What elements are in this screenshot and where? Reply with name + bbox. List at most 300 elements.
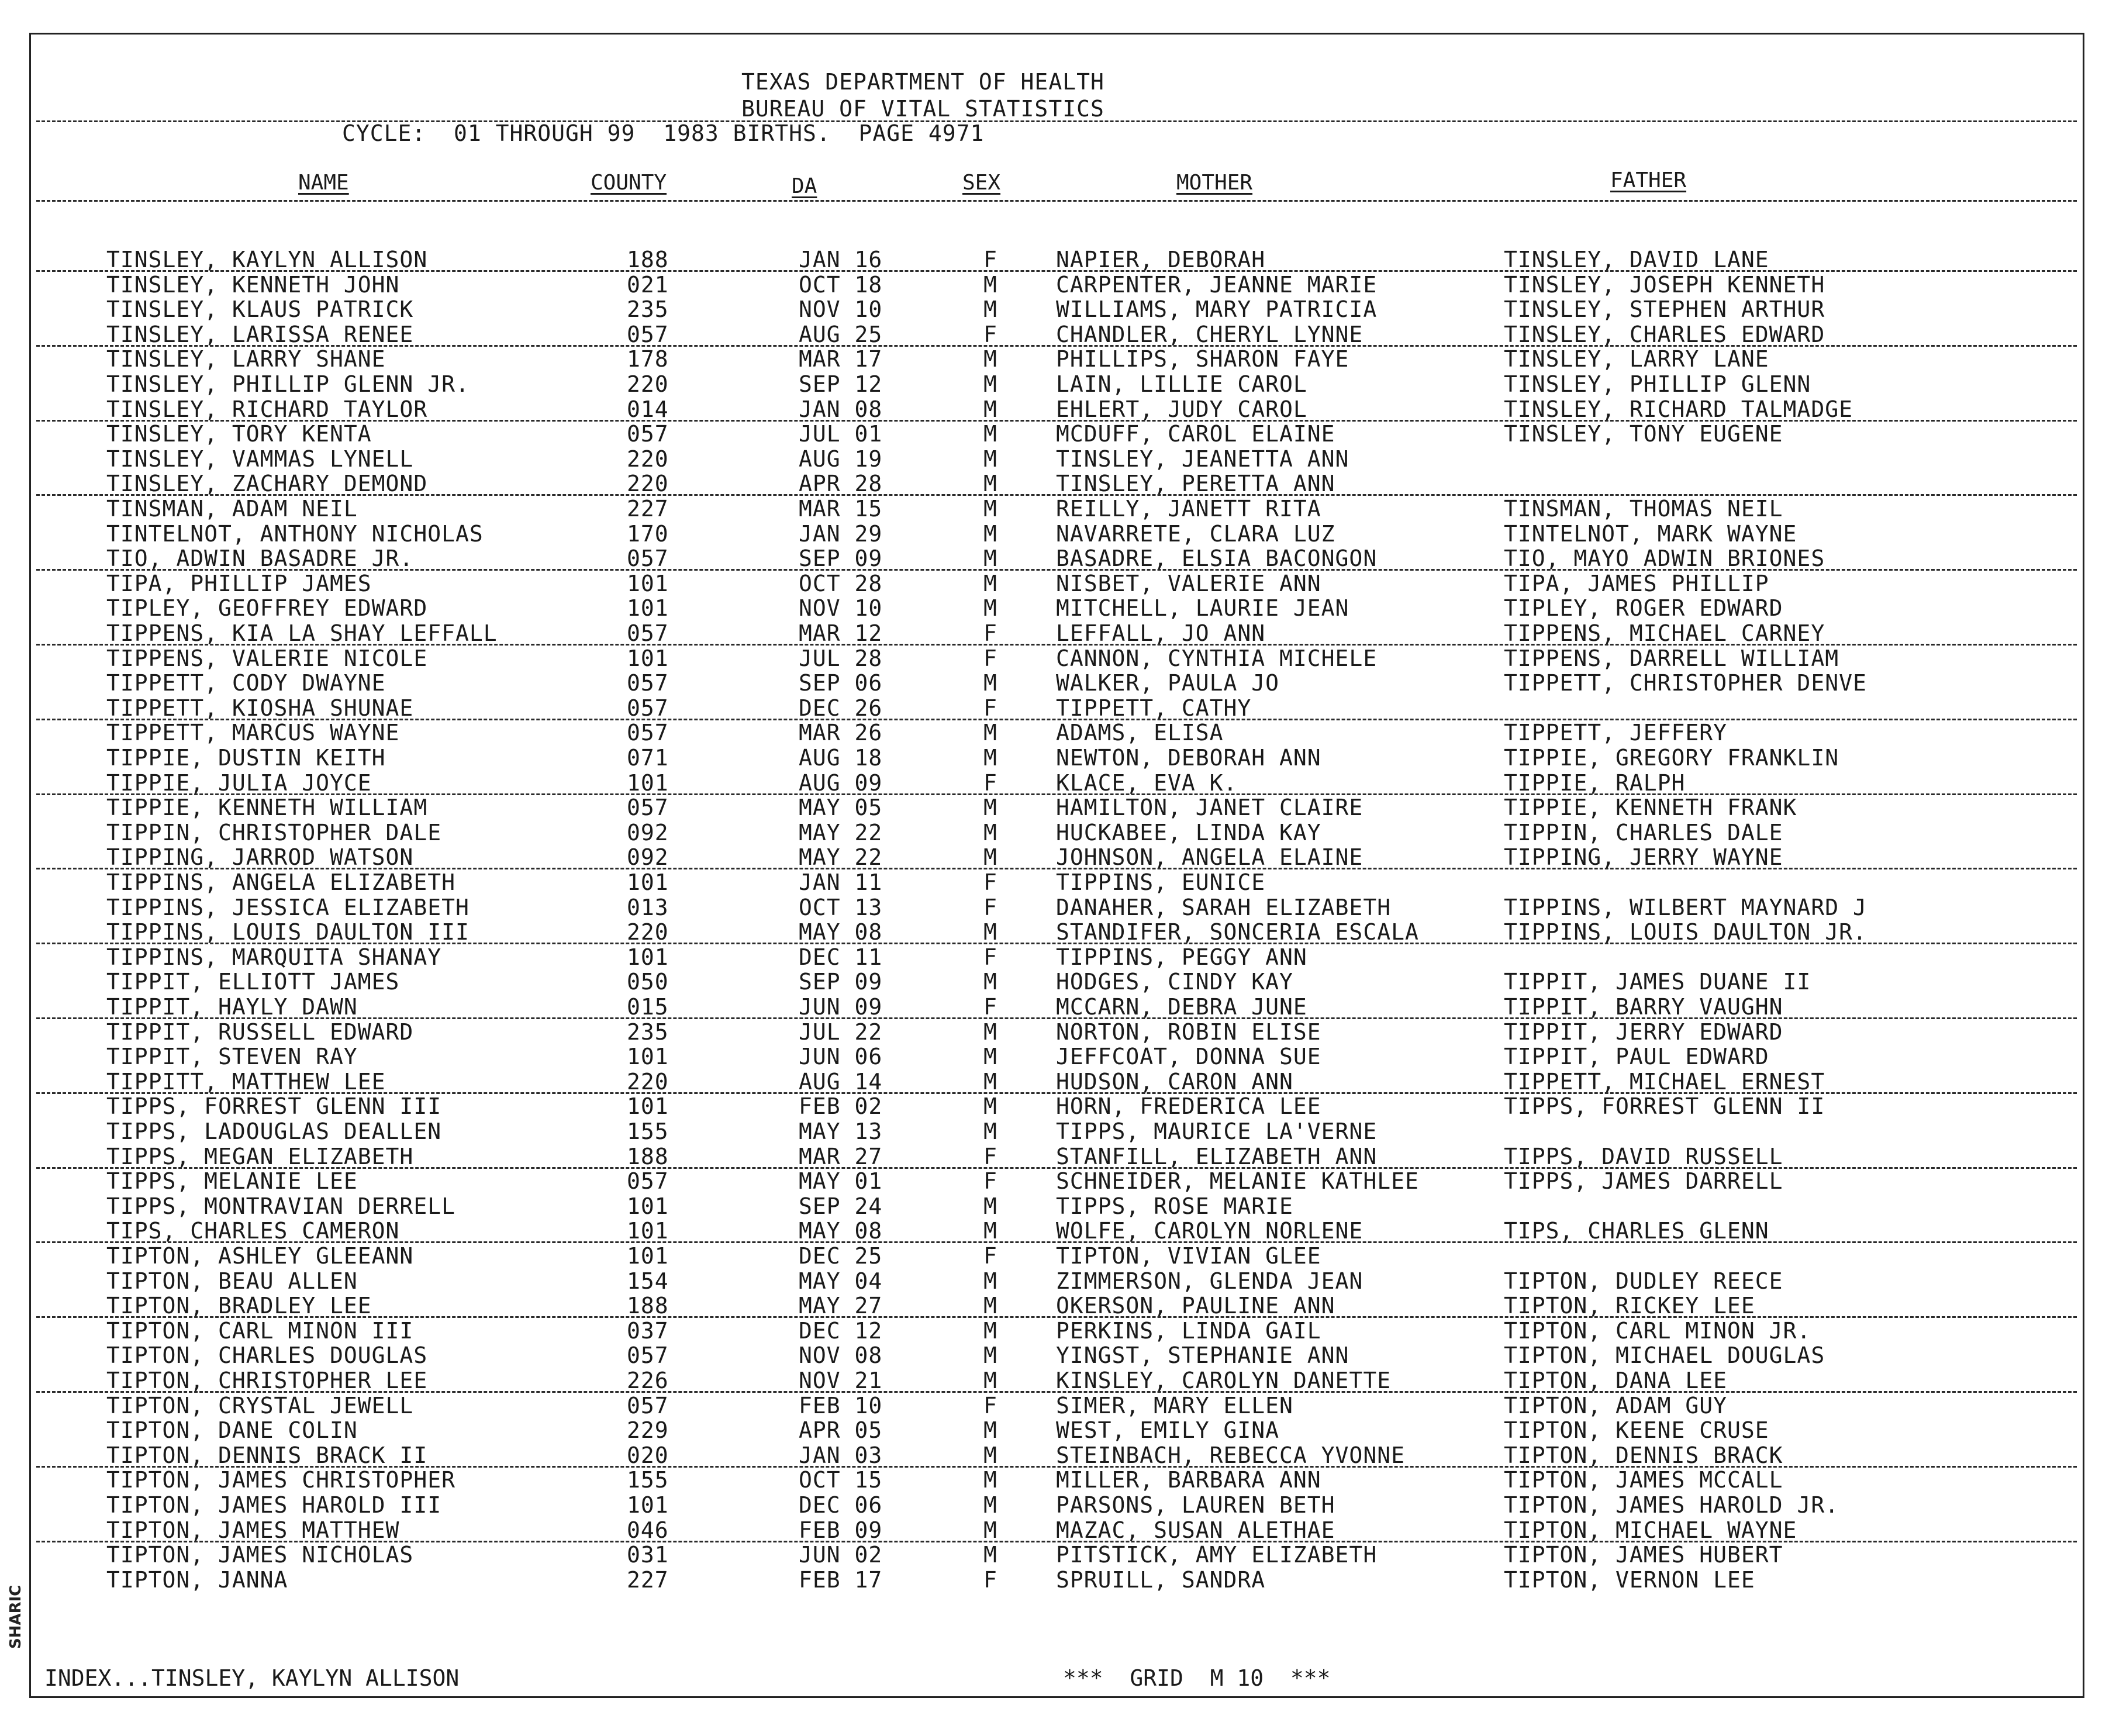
record-row [0, 944, 2116, 969]
record-county: 057 [627, 670, 669, 696]
record-name: TINSLEY, VAMMAS LYNELL [106, 446, 414, 472]
record-name: TINSLEY, KENNETH JOHN [106, 271, 400, 298]
record-sex: F [983, 869, 997, 895]
record-father: TIPPIT, JERRY EDWARD [1504, 1019, 1783, 1045]
record-mother: HAMILTON, JANET CLAIRE [1056, 795, 1364, 821]
record-sex: F [983, 1392, 997, 1419]
record-row [0, 1243, 2116, 1268]
row-group-rule [36, 1167, 2077, 1169]
record-date: MAY 22 [799, 844, 883, 871]
record-row [0, 1567, 2116, 1592]
record-county: 057 [627, 720, 669, 746]
record-mother: KINSLEY, CAROLYN DANETTE [1056, 1368, 1392, 1393]
column-header-county: COUNTY [591, 171, 667, 195]
record-county: 101 [627, 1243, 669, 1269]
record-name: TINSLEY, PHILLIP GLENN JR. [106, 371, 470, 397]
record-sex: M [983, 720, 997, 746]
record-name: TINSLEY, RICHARD TAYLOR [106, 396, 428, 422]
side-label: SHARIC [7, 1585, 25, 1649]
record-county: 092 [627, 844, 669, 871]
record-county: 014 [627, 396, 669, 422]
record-mother: MILLER, BARBARA ANN [1056, 1467, 1321, 1493]
record-county: 220 [627, 471, 669, 497]
record-county: 101 [627, 570, 669, 596]
record-sex: M [983, 1119, 997, 1144]
record-row [0, 396, 2116, 421]
record-mother: OKERSON, PAULINE ANN [1056, 1293, 1335, 1319]
record-mother: NAVARRETE, CLARA LUZ [1056, 520, 1335, 547]
record-date: MAY 05 [799, 795, 883, 821]
record-county: 235 [627, 296, 669, 323]
record-mother: NORTON, ROBIN ELISE [1056, 1019, 1321, 1045]
record-father: TINSLEY, STEPHEN ARTHUR [1504, 296, 1825, 323]
record-row [0, 521, 2116, 546]
record-county: 057 [627, 421, 669, 447]
record-mother: EHLERT, JUDY CAROL [1056, 396, 1307, 422]
record-mother: NISBET, VALERIE ANN [1056, 570, 1321, 596]
record-mother: CARPENTER, JEANNE MARIE [1056, 271, 1378, 298]
record-father: TIPTON, KEENE CRUSE [1504, 1417, 1769, 1444]
row-group-rule [36, 494, 2077, 496]
record-sex: F [983, 695, 997, 721]
record-father: TIPTON, ADAM GUY [1504, 1392, 1728, 1419]
record-county: 155 [627, 1467, 669, 1493]
record-date: JAN 11 [799, 869, 883, 895]
record-row [0, 1144, 2116, 1168]
record-father: TINSLEY, PHILLIP GLENN [1504, 371, 1811, 397]
record-name: TIPTON, ASHLEY GLEEANN [106, 1243, 414, 1269]
record-father: TIPTON, RICKEY LEE [1504, 1293, 1755, 1319]
record-father: TIPPIE, RALPH [1504, 769, 1686, 796]
record-name: TIPPS, FORREST GLENN III [106, 1093, 442, 1120]
record-row [0, 322, 2116, 346]
record-mother: TIPPS, MAURICE LA'VERNE [1056, 1119, 1378, 1144]
record-county: 220 [627, 371, 669, 397]
row-group-rule [36, 1241, 2077, 1243]
record-mother: HORN, FREDERICA LEE [1056, 1093, 1321, 1120]
record-date: MAY 13 [799, 1119, 883, 1144]
record-sex: M [983, 1542, 997, 1568]
record-date: MAY 27 [799, 1293, 883, 1319]
record-county: 101 [627, 944, 669, 970]
record-sex: M [983, 595, 997, 622]
record-county: 037 [627, 1317, 669, 1344]
record-county: 101 [627, 869, 669, 895]
header-line-2: BUREAU OF VITAL STATISTICS [741, 96, 1104, 122]
record-father: TIPPIN, CHARLES DALE [1504, 819, 1783, 845]
record-date: JUL 22 [799, 1019, 883, 1045]
record-county: 057 [627, 1392, 669, 1419]
record-county: 057 [627, 321, 669, 347]
record-name: TIPPENS, VALERIE NICOLE [106, 645, 428, 671]
record-name: TIPPETT, KIOSHA SHUNAE [106, 695, 414, 721]
record-county: 046 [627, 1517, 669, 1543]
record-name: TIPTON, CHRISTOPHER LEE [106, 1368, 428, 1393]
record-father: TIPPENS, MICHAEL CARNEY [1504, 620, 1825, 646]
record-father: TIPTON, DANA LEE [1504, 1368, 1728, 1393]
record-date: MAY 08 [799, 919, 883, 945]
record-mother: REILLY, JANETT RITA [1056, 496, 1321, 522]
record-name: TIPPS, MELANIE LEE [106, 1168, 358, 1195]
record-county: 220 [627, 1068, 669, 1095]
record-name: TIPS, CHARLES CAMERON [106, 1218, 400, 1244]
record-county: 101 [627, 1093, 669, 1120]
record-name: TIPPIT, RUSSELL EDWARD [106, 1019, 414, 1045]
record-county: 013 [627, 894, 669, 920]
record-name: TIPPINS, ANGELA ELIZABETH [106, 869, 455, 895]
record-name: TIPPIN, CHRISTOPHER DALE [106, 819, 442, 845]
record-father: TIPTON, MICHAEL WAYNE [1504, 1517, 1797, 1543]
record-row [0, 1517, 2116, 1542]
record-date: JAN 03 [799, 1442, 883, 1468]
record-row [0, 1467, 2116, 1492]
record-sex: F [983, 1566, 997, 1593]
record-name: TIPPIE, JULIA JOYCE [106, 769, 372, 796]
record-row [0, 969, 2116, 993]
record-sex: M [983, 670, 997, 696]
record-mother: JOHNSON, ANGELA ELAINE [1056, 844, 1364, 871]
record-sex: M [983, 346, 997, 372]
record-county: 015 [627, 994, 669, 1020]
record-name: TIPPIT, HAYLY DAWN [106, 994, 358, 1020]
record-county: 020 [627, 1442, 669, 1468]
record-sex: M [983, 421, 997, 447]
record-county: 170 [627, 520, 669, 547]
record-name: TINSLEY, KLAUS PATRICK [106, 296, 414, 323]
row-group-rule [36, 1466, 2077, 1468]
record-mother: SCHNEIDER, MELANIE KATHLEE [1056, 1168, 1419, 1195]
record-name: TIPTON, JAMES NICHOLAS [106, 1542, 414, 1568]
record-mother: TINSLEY, PERETTA ANN [1056, 471, 1335, 497]
record-father: TIPPS, FORREST GLENN II [1504, 1093, 1825, 1120]
record-mother: MAZAC, SUSAN ALETHAE [1056, 1517, 1335, 1543]
record-date: DEC 25 [799, 1243, 883, 1269]
record-mother: WEST, EMILY GINA [1056, 1417, 1280, 1444]
record-date: DEC 06 [799, 1492, 883, 1518]
record-row [0, 745, 2116, 769]
column-header-rule [36, 200, 2077, 202]
record-name: TIPTON, JAMES CHRISTOPHER [106, 1467, 455, 1493]
record-date: FEB 10 [799, 1392, 883, 1419]
record-sex: M [983, 570, 997, 596]
record-date: NOV 10 [799, 595, 883, 622]
record-row [0, 1492, 2116, 1517]
record-county: 101 [627, 1193, 669, 1219]
record-sex: M [983, 546, 997, 572]
record-row [0, 471, 2116, 495]
record-name: TIPPS, MONTRAVIAN DERRELL [106, 1193, 455, 1219]
record-mother: NAPIER, DEBORAH [1056, 247, 1266, 272]
record-row [0, 919, 2116, 944]
record-date: MAY 04 [799, 1268, 883, 1294]
record-row [0, 670, 2116, 695]
record-name: TINSLEY, KAYLYN ALLISON [106, 247, 428, 272]
record-row [0, 1268, 2116, 1293]
record-father: TIPPENS, DARRELL WILLIAM [1504, 645, 1839, 671]
column-header-father: FATHER [1610, 168, 1687, 192]
record-mother: KLACE, EVA K. [1056, 769, 1238, 796]
record-name: TIPTON, DENNIS BRACK II [106, 1442, 428, 1468]
record-name: TINTELNOT, ANTHONY NICHOLAS [106, 520, 484, 547]
record-sex: F [983, 1168, 997, 1195]
row-group-rule [36, 1316, 2077, 1318]
record-date: DEC 11 [799, 944, 883, 970]
record-name: TIPTON, BRADLEY LEE [106, 1293, 372, 1319]
record-mother: WOLFE, CAROLYN NORLENE [1056, 1218, 1364, 1244]
record-row [0, 296, 2116, 321]
record-row [0, 571, 2116, 595]
record-date: DEC 12 [799, 1317, 883, 1344]
record-sex: M [983, 396, 997, 422]
record-mother: MCDUFF, CAROL ELAINE [1056, 421, 1335, 447]
record-mother: MITCHELL, LAURIE JEAN [1056, 595, 1349, 622]
record-mother: HUDSON, CARON ANN [1056, 1068, 1293, 1095]
record-date: MAR 15 [799, 496, 883, 522]
record-row [0, 272, 2116, 296]
record-row [0, 1069, 2116, 1093]
record-date: SEP 09 [799, 546, 883, 572]
row-group-rule [36, 719, 2077, 720]
record-date: NOV 21 [799, 1368, 883, 1393]
record-sex: M [983, 745, 997, 771]
record-father: TINSLEY, JOSEPH KENNETH [1504, 271, 1825, 298]
record-name: TIPPS, MEGAN ELIZABETH [106, 1143, 414, 1169]
record-date: JAN 16 [799, 247, 883, 272]
record-county: 057 [627, 695, 669, 721]
record-mother: SPRUILL, SANDRA [1056, 1566, 1266, 1593]
row-group-rule [36, 943, 2077, 944]
record-sex: M [983, 969, 997, 995]
record-mother: YINGST, STEPHANIE ANN [1056, 1342, 1349, 1369]
record-name: TIPTON, JAMES MATTHEW [106, 1517, 400, 1543]
index-footer: INDEX...TINSLEY, KAYLYN ALLISON [44, 1665, 460, 1691]
record-county: 227 [627, 496, 669, 522]
record-sex: M [983, 1517, 997, 1543]
record-row [0, 1417, 2116, 1442]
record-sex: F [983, 247, 997, 272]
row-group-rule [36, 1391, 2077, 1393]
record-mother: CANNON, CYNTHIA MICHELE [1056, 645, 1378, 671]
record-mother: STANFILL, ELIZABETH ANN [1056, 1143, 1378, 1169]
record-name: TINSMAN, ADAM NEIL [106, 496, 358, 522]
record-sex: M [983, 471, 997, 497]
record-sex: M [983, 1368, 997, 1393]
record-sex: M [983, 1268, 997, 1294]
record-mother: LAIN, LILLIE CAROL [1056, 371, 1307, 397]
record-row [0, 646, 2116, 670]
record-father: TIPLEY, ROGER EDWARD [1504, 595, 1783, 622]
record-sex: F [983, 894, 997, 920]
record-row [0, 1293, 2116, 1317]
record-father: TINTELNOT, MARK WAYNE [1504, 520, 1797, 547]
record-name: TINSLEY, TORY KENTA [106, 421, 372, 447]
record-name: TIO, ADWIN BASADRE JR. [106, 546, 414, 572]
record-date: OCT 18 [799, 271, 883, 298]
record-sex: F [983, 1243, 997, 1269]
record-sex: M [983, 1218, 997, 1244]
record-date: JAN 29 [799, 520, 883, 547]
record-name: TIPPIT, ELLIOTT JAMES [106, 969, 400, 995]
record-sex: M [983, 1019, 997, 1045]
record-mother: TIPPS, ROSE MARIE [1056, 1193, 1293, 1219]
record-name: TIPPETT, CODY DWAYNE [106, 670, 386, 696]
grid-footer: *** GRID M 10 *** [1063, 1665, 1331, 1691]
record-date: MAR 12 [799, 620, 883, 646]
record-date: FEB 02 [799, 1093, 883, 1120]
record-father: TIO, MAYO ADWIN BRIONES [1504, 546, 1825, 572]
record-sex: F [983, 769, 997, 796]
record-father: TINSMAN, THOMAS NEIL [1504, 496, 1783, 522]
record-father: TIPPIE, GREGORY FRANKLIN [1504, 745, 1839, 771]
record-name: TIPPITT, MATTHEW LEE [106, 1068, 386, 1095]
record-father: TIPTON, JAMES HUBERT [1504, 1542, 1783, 1568]
record-row [0, 346, 2116, 371]
record-row [0, 546, 2116, 570]
record-row [0, 1342, 2116, 1367]
record-date: JUL 01 [799, 421, 883, 447]
record-date: MAR 17 [799, 346, 883, 372]
record-mother: TIPPINS, EUNICE [1056, 869, 1266, 895]
record-row [0, 1193, 2116, 1218]
row-group-rule [36, 1092, 2077, 1094]
record-county: 101 [627, 595, 669, 622]
record-name: TIPTON, DANE COLIN [106, 1417, 358, 1444]
record-mother: ADAMS, ELISA [1056, 720, 1224, 746]
record-father: TINSLEY, CHARLES EDWARD [1504, 321, 1825, 347]
record-sex: M [983, 1093, 997, 1120]
record-sex: M [983, 1193, 997, 1219]
record-sex: M [983, 819, 997, 845]
record-name: TIPPINS, MARQUITA SHANAY [106, 944, 442, 970]
record-father: TINSLEY, DAVID LANE [1504, 247, 1769, 272]
record-date: APR 05 [799, 1417, 883, 1444]
record-mother: BASADRE, ELSIA BACONGON [1056, 546, 1378, 572]
record-date: JUN 06 [799, 1044, 883, 1070]
record-mother: NEWTON, DEBORAH ANN [1056, 745, 1321, 771]
record-row [0, 371, 2116, 396]
record-sex: M [983, 371, 997, 397]
record-mother: CHANDLER, CHERYL LYNNE [1056, 321, 1364, 347]
record-mother: HODGES, CINDY KAY [1056, 969, 1293, 995]
record-date: MAY 01 [799, 1168, 883, 1195]
record-mother: PHILLIPS, SHARON FAYE [1056, 346, 1349, 372]
record-sex: F [983, 321, 997, 347]
record-row [0, 695, 2116, 720]
record-name: TIPPIE, KENNETH WILLIAM [106, 795, 428, 821]
record-row [0, 247, 2116, 271]
record-row [0, 869, 2116, 894]
record-row [0, 844, 2116, 869]
record-sex: M [983, 296, 997, 323]
record-sex: M [983, 1442, 997, 1468]
record-county: 092 [627, 819, 669, 845]
record-sex: M [983, 520, 997, 547]
column-header-name: NAME [298, 171, 349, 195]
record-sex: F [983, 620, 997, 646]
record-sex: M [983, 496, 997, 522]
record-date: JUN 09 [799, 994, 883, 1020]
record-county: 057 [627, 1168, 669, 1195]
record-mother: JEFFCOAT, DONNA SUE [1056, 1044, 1321, 1070]
record-county: 101 [627, 1492, 669, 1518]
record-row [0, 1044, 2116, 1068]
record-row [0, 1218, 2116, 1243]
record-sex: M [983, 1342, 997, 1369]
record-father: TIPPIE, KENNETH FRANK [1504, 795, 1797, 821]
record-date: OCT 15 [799, 1467, 883, 1493]
row-group-rule [36, 793, 2077, 795]
record-date: JUL 28 [799, 645, 883, 671]
record-name: TIPPINS, LOUIS DAULTON III [106, 919, 470, 945]
row-group-rule [36, 270, 2077, 272]
record-county: 057 [627, 795, 669, 821]
record-mother: TIPPETT, CATHY [1056, 695, 1252, 721]
record-row [0, 446, 2116, 471]
record-name: TIPPINS, JESSICA ELIZABETH [106, 894, 470, 920]
record-row [0, 1093, 2116, 1118]
record-mother: STANDIFER, SONCERIA ESCALA [1056, 919, 1419, 945]
record-date: NOV 10 [799, 296, 883, 323]
record-row [0, 1368, 2116, 1392]
record-date: OCT 28 [799, 570, 883, 596]
record-father: TIPTON, JAMES HAROLD JR. [1504, 1492, 1839, 1518]
record-date: JAN 08 [799, 396, 883, 422]
record-date: SEP 09 [799, 969, 883, 995]
record-sex: M [983, 1044, 997, 1070]
record-mother: SIMER, MARY ELLEN [1056, 1392, 1293, 1419]
record-father: TIPPETT, MICHAEL ERNEST [1504, 1068, 1825, 1095]
record-date: MAY 22 [799, 819, 883, 845]
record-name: TIPA, PHILLIP JAMES [106, 570, 372, 596]
record-father: TIPPIT, BARRY VAUGHN [1504, 994, 1783, 1020]
record-father: TIPPS, JAMES DARRELL [1504, 1168, 1783, 1195]
record-row [0, 1019, 2116, 1044]
record-date: DEC 26 [799, 695, 883, 721]
record-county: 101 [627, 1218, 669, 1244]
record-row [0, 795, 2116, 819]
row-group-rule [36, 345, 2077, 347]
record-row [0, 1542, 2116, 1566]
record-father: TIPTON, DENNIS BRACK [1504, 1442, 1783, 1468]
record-county: 021 [627, 271, 669, 298]
record-county: 057 [627, 620, 669, 646]
record-county: 235 [627, 1019, 669, 1045]
record-date: SEP 12 [799, 371, 883, 397]
record-row [0, 895, 2116, 919]
record-father: TIPS, CHARLES GLENN [1504, 1218, 1769, 1244]
record-mother: ZIMMERSON, GLENDA JEAN [1056, 1268, 1364, 1294]
record-sex: M [983, 1492, 997, 1518]
record-sex: M [983, 1293, 997, 1319]
record-name: TIPTON, BEAU ALLEN [106, 1268, 358, 1294]
record-mother: PARSONS, LAUREN BETH [1056, 1492, 1335, 1518]
record-father: TIPPS, DAVID RUSSELL [1504, 1143, 1783, 1169]
record-row [0, 1119, 2116, 1143]
record-sex: M [983, 446, 997, 472]
record-sex: F [983, 944, 997, 970]
record-father: TIPPETT, CHRISTOPHER DENVE [1504, 670, 1867, 696]
record-mother: HUCKABEE, LINDA KAY [1056, 819, 1321, 845]
record-sex: F [983, 994, 997, 1020]
record-date: MAY 08 [799, 1218, 883, 1244]
record-county: 178 [627, 346, 669, 372]
record-county: 050 [627, 969, 669, 995]
record-mother: PERKINS, LINDA GAIL [1056, 1317, 1321, 1344]
record-mother: MCCARN, DEBRA JUNE [1056, 994, 1307, 1020]
header-line-1: TEXAS DEPARTMENT OF HEALTH [741, 69, 1104, 95]
row-group-rule [36, 644, 2077, 646]
row-group-rule [36, 569, 2077, 571]
